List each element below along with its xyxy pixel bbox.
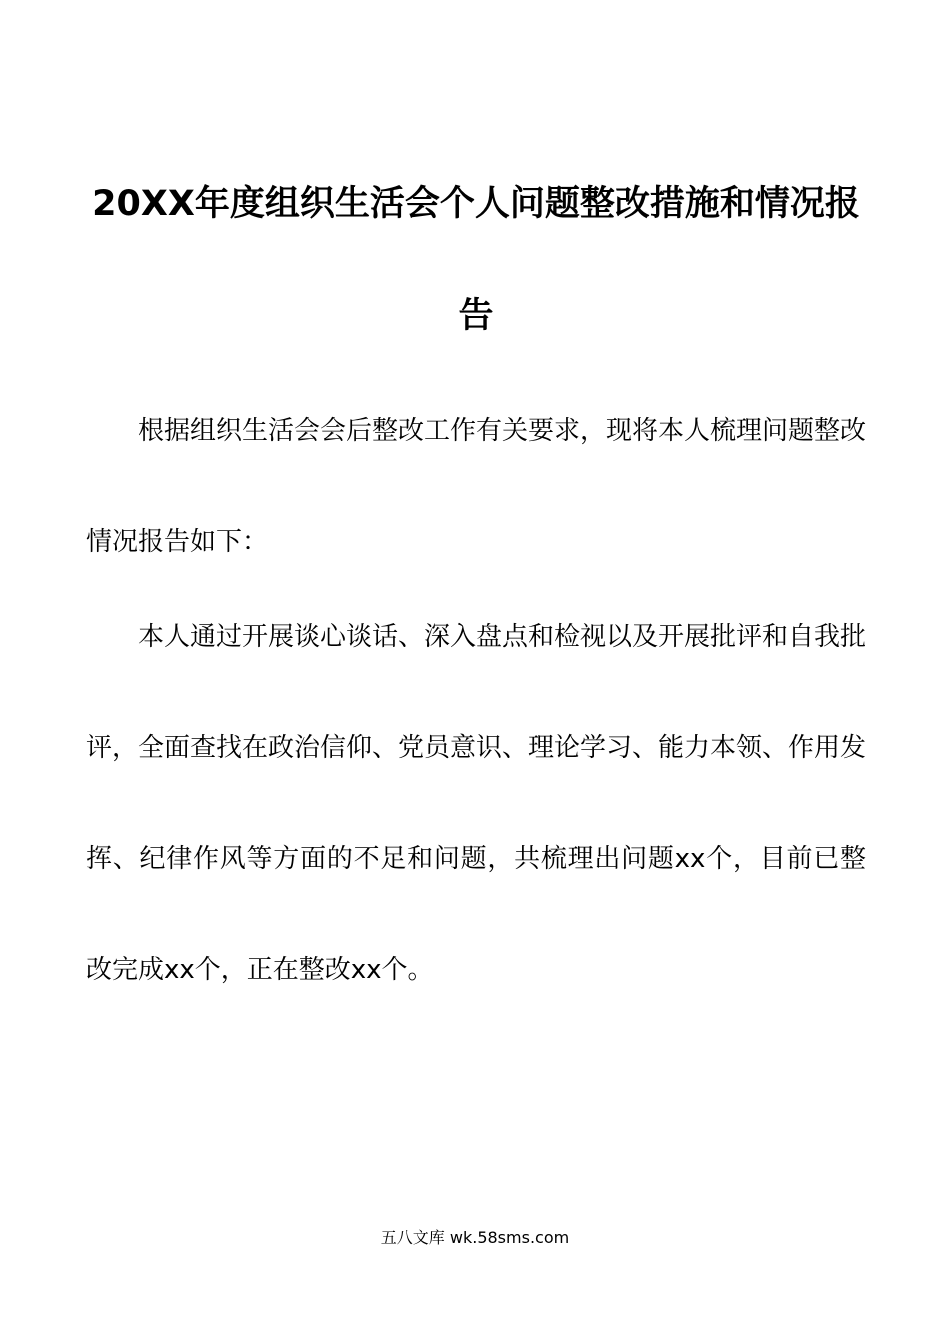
- body-paragraph-1: 根据组织生活会会后整改工作有关要求，现将本人梳理问题整改情况报告如下：: [86, 416, 867, 557]
- document-title: 20XX年度组织生活会个人问题整改措施和情况报告: [92, 184, 860, 336]
- body-paragraph-2: 本人通过开展谈心谈话、深入盘点和检视以及开展批评和自我批评，全面查找在政治信仰、党员意识、理论学习、能力本领、作用发挥、纪律作风等方面的不足和问题，共梳理出问题xx个，目前已整改完成xx个，正在整改xx个。: [86, 622, 867, 985]
- page-footer-watermark: 五八文库 wk.58sms.com: [380, 1228, 570, 1247]
